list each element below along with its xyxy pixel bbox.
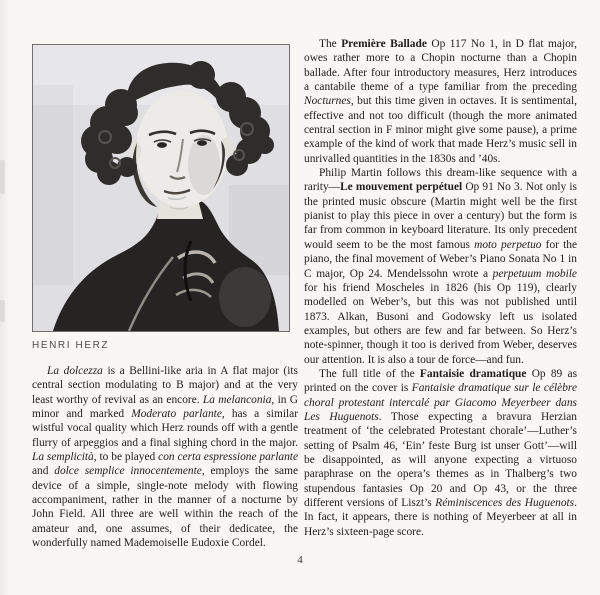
- body-text: Op 117 No 1, in D flat major, owes rather more to a Chopin nocturne than a Chopin ballade. After four introductory measures, Herz introduces a cantabile theme of a type familiar from the preceding: [304, 38, 577, 94]
- body-text: The full title of the: [319, 367, 420, 380]
- paragraph: [32, 364, 298, 550]
- body-text: is a Bellini-like aria in A flat major (its central section modulating to B major) and at the very least worthy of revival as an encore.: [32, 365, 298, 406]
- page-number: 4: [297, 554, 303, 566]
- body-text: , has a similar wistful vocal quality which Herz rounds off with a gentle flurry of arpeggios and a final sighing chord in the major.: [32, 408, 298, 449]
- body-text: Op 89 as printed on the cover is: [304, 367, 577, 395]
- body-text: , but this time given in octaves. It is sentimental, effective and not too difficult (though the more animated central section in F minor might give some pause), a prime example of the kind of work that made Herz’s music sell in unrivalled quantities in the 1830s and ’40s.: [304, 95, 577, 165]
- left-column: [32, 44, 298, 550]
- henri-herz-portrait-image: [33, 45, 289, 331]
- body-text: and: [32, 465, 55, 478]
- work-title: Le mouvement perpétuel: [340, 181, 463, 194]
- italic-text: Réminiscences des Huguenots: [435, 497, 575, 509]
- italic-text: dolce semplice innocentemente: [54, 465, 202, 478]
- body-text: , employs the same device of a simple, single-note melody with flowing accompaniment, rather in the manner of a nocturne by John Field. All three are well within the reach of the amateur and, one assumes, of their dedicatee, the wonderfully named Mademoiselle Eudoxie Cordel.: [32, 465, 298, 550]
- body-text: for the piano, the final movement of Weber’s Piano Sonata No 1 in C major, Op 24. Mendelssohn wrote a: [304, 238, 577, 280]
- paragraph: [304, 37, 577, 166]
- body-text: , in G minor and marked: [32, 393, 298, 421]
- italic-text: La semplicità: [32, 451, 94, 464]
- italic-text: perpetuum mobile: [492, 267, 577, 280]
- scan-smudge: [0, 160, 5, 194]
- body-text: . In fact, it appears, there is nothing of Meyerbeer at all in Herz’s sixteen-page score.: [304, 497, 577, 538]
- portrait-caption: HENRI HERZ: [32, 340, 110, 351]
- work-title: Fantaisie dramatique: [419, 367, 527, 380]
- paragraph: [304, 166, 577, 367]
- scan-smudge: [0, 300, 5, 322]
- italic-text: Nocturnes: [304, 95, 351, 108]
- portrait-frame: [32, 44, 290, 332]
- right-column: [304, 37, 577, 539]
- work-title: Première Ballade: [341, 38, 427, 50]
- body-text: The: [319, 38, 342, 50]
- body-text: . Those expecting a bravura Herzian treatment of ‘the celebrated Protestant chorale’—Luther’s setting of Psalm 46, ‘Ein’ feste Burg ist unser Gott’—will be disappointed, as will anyone expecting a virtuoso paraphrase on the opera’s themes as in Thalberg’s two stupendous fantasies Op 20 and Op 43, or the three different versions of Liszt’s: [304, 410, 577, 509]
- italic-text: La melanconia: [202, 393, 272, 406]
- italic-text: Fantaisie dramatique sur le célèbre choral protestant intercalé par Giacomo Meyerbeer dans Les Huguenots: [304, 382, 577, 423]
- body-text: Philip Martin follows this dream-like sequence with a rarity—: [304, 167, 577, 194]
- italic-text: La dolcezza: [47, 365, 103, 377]
- scan-edge-artifact: [0, 0, 12, 595]
- italic-text: Moderato parlante: [131, 408, 222, 421]
- left-column-text: [32, 364, 298, 550]
- right-column-text: [304, 37, 577, 539]
- italic-text: moto perpetuo: [474, 238, 542, 251]
- italic-text: con certa espressione parlante: [158, 451, 299, 464]
- paragraph: [304, 367, 577, 539]
- portrait-figure: [32, 44, 298, 351]
- body-text: , to be played: [93, 451, 159, 464]
- body-text: for his friend Moscheles in 1826 (his Op 119), clearly modelled on Weber’s, but this was not published until 1873. Alkan, Busoni and Godowsky left us isolated examples, but others are few and far between. So Herz’s note-spinner, though it too is derived from Weber, deserves our attention. It is also a tour de force—and fun.: [304, 281, 577, 366]
- body-text: Op 91 No 3. Not only is the printed music obscure (Martin might well be the first pianist to play this piece in over a century) but the form is far from common in keyboard literature. Its only precedent would seem to be the most famous: [304, 181, 577, 251]
